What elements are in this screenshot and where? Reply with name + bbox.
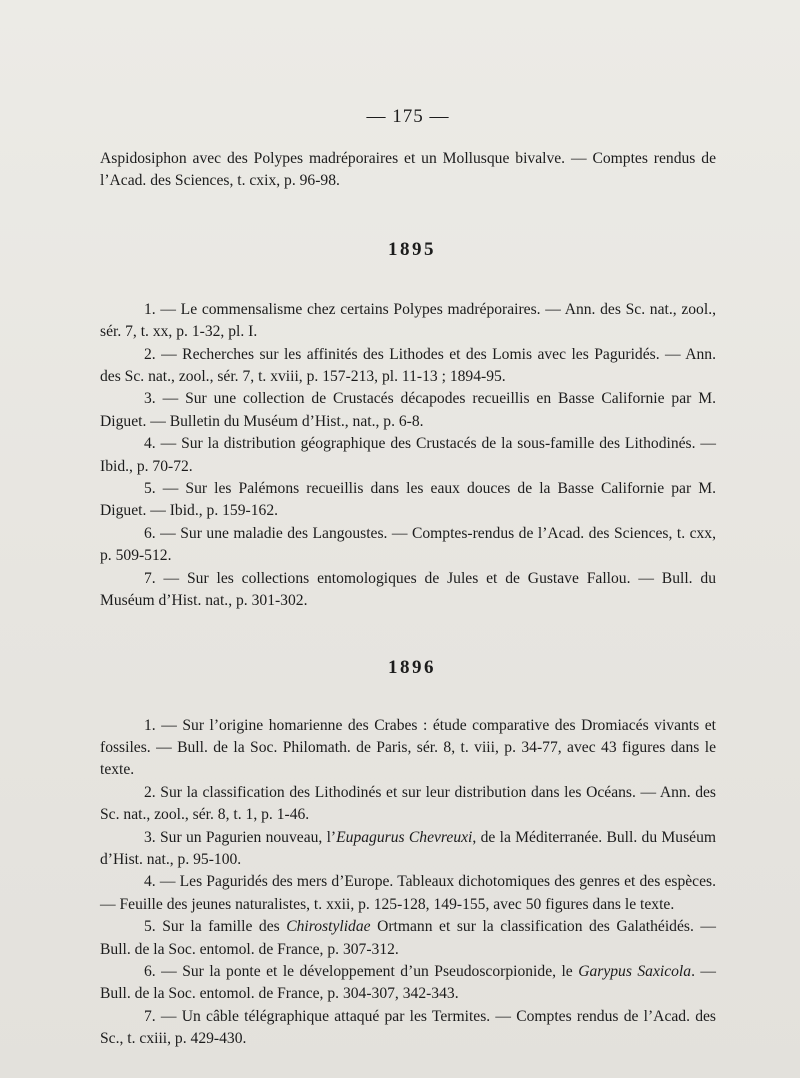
bibliography-entry-1895-5: 5. — Sur les Palémons recueillis dans les eaux douces de la Basse Californie par M. Diguet. — Ibid., p. 159-162.: [100, 480, 716, 520]
entry-text: 6. — Sur la ponte et le développement d’un Pseudoscorpionide, le: [144, 962, 579, 980]
page-number: — 175 —: [366, 106, 450, 127]
entry-text-continued: , de la Méditerranée. Bull. du Muséum d’Hist. nat., p. 95-100.: [100, 828, 717, 868]
bibliography-entry-1896-2: [100, 782, 716, 827]
bibliography-entry-1896-6: [100, 961, 716, 1006]
bibliography-entry-1896-5: [100, 916, 716, 961]
entry-text: 3. Sur un Pagurien nouveau, l’: [144, 828, 337, 846]
entry-text: 2. Sur la classification des Lithodinés et sur leur distribution dans les Océans. — Ann. des Sc. nat., zool., sér. 8, t. 1, p. 1-46.: [100, 783, 716, 824]
species-name: Eupagurus Chevreuxi: [336, 828, 473, 846]
bibliography-entry-1895-1: 1. — Le commensalisme chez certains Polypes madréporaires. — Ann. des Sc. nat., zool., sér. 7, t. xx, p. 1-32, pl. I.: [100, 300, 716, 341]
year-heading-1896: 1896: [388, 656, 436, 678]
entry-text-continued: Ortmann et sur la classification des Galathéidés. — Bull. de la Soc. entomol. de France, p. 307-312.: [100, 918, 716, 958]
year-heading-1895: 1895: [388, 238, 436, 260]
bibliography-entry-1895-6: 6. — Sur une maladie des Langoustes. — Comptes-rendus de l’Acad. des Sciences, t. cxx, p. 509-512.: [100, 524, 716, 565]
page-content: [100, 106, 716, 1051]
entry-text-continued: . — Bull. de la Soc. entomol. de France, p. 304-307, 342-343.: [100, 962, 717, 1003]
bibliography-entry-1895-2: 2. — Recherches sur les affinités des Lithodes et des Lomis avec les Paguridés. — Ann. des Sc. nat., zool., sér. 7, t. xviii, p. 157-213, pl. 11-13 ; 1894-95.: [100, 345, 716, 386]
intro-paragraph: Aspidosiphon avec des Polypes madréporaires et un Mollusque bivalve. — Comptes rendus de l’Acad. des Sciences, t. cxix, p. 96-98.: [100, 150, 716, 190]
family-name: Chirostylidae: [286, 918, 371, 936]
entry-text: 4. — Les Paguridés des mers d’Europe. Tableaux dichotomiques des genres et des espèces. — Feuille des jeunes naturalistes, t. xxii, p. 125-128, 149-155, avec 50 figures dans le texte.: [100, 873, 716, 913]
entry-text: 5. Sur la famille des: [144, 918, 287, 936]
bibliography-entry-1895-4: 4. — Sur la distribution géographique des Crustacés de la sous-famille des Lithodinés. — Ibid., p. 70-72.: [100, 435, 716, 475]
entry-text: 1. — Sur l’origine homarienne des Crabes : étude comparative des Dromiacés vivants et fossiles. — Bull. de la Soc. Philomath. de Paris, sér. 8, t. viii, p. 34-77, avec 43 figures dans le texte.: [100, 716, 716, 779]
bibliography-entry-1896-4: [100, 871, 716, 916]
species-name: Garypus Saxicola: [578, 962, 692, 980]
bibliography-entry-1896-7: [100, 1006, 716, 1051]
bibliography-entry-1896-3: [100, 827, 716, 872]
bibliography-entry-1895-3: 3. — Sur une collection de Crustacés décapodes recueillis en Basse Californie par M. Diguet. — Bulletin du Muséum d’Hist., nat., p. 6-8.: [100, 390, 716, 430]
entry-text: 7. — Un câble télégraphique attaqué par les Termites. — Comptes rendus de l’Acad. des Sc., t. cxiii, p. 429-430.: [100, 1007, 716, 1048]
bibliography-entry-1896-1: [100, 715, 716, 782]
bibliography-entry-1895-7: 7. — Sur les collections entomologiques de Jules et de Gustave Fallou. — Bull. du Muséum d’Hist. nat., p. 301-302.: [100, 569, 716, 610]
